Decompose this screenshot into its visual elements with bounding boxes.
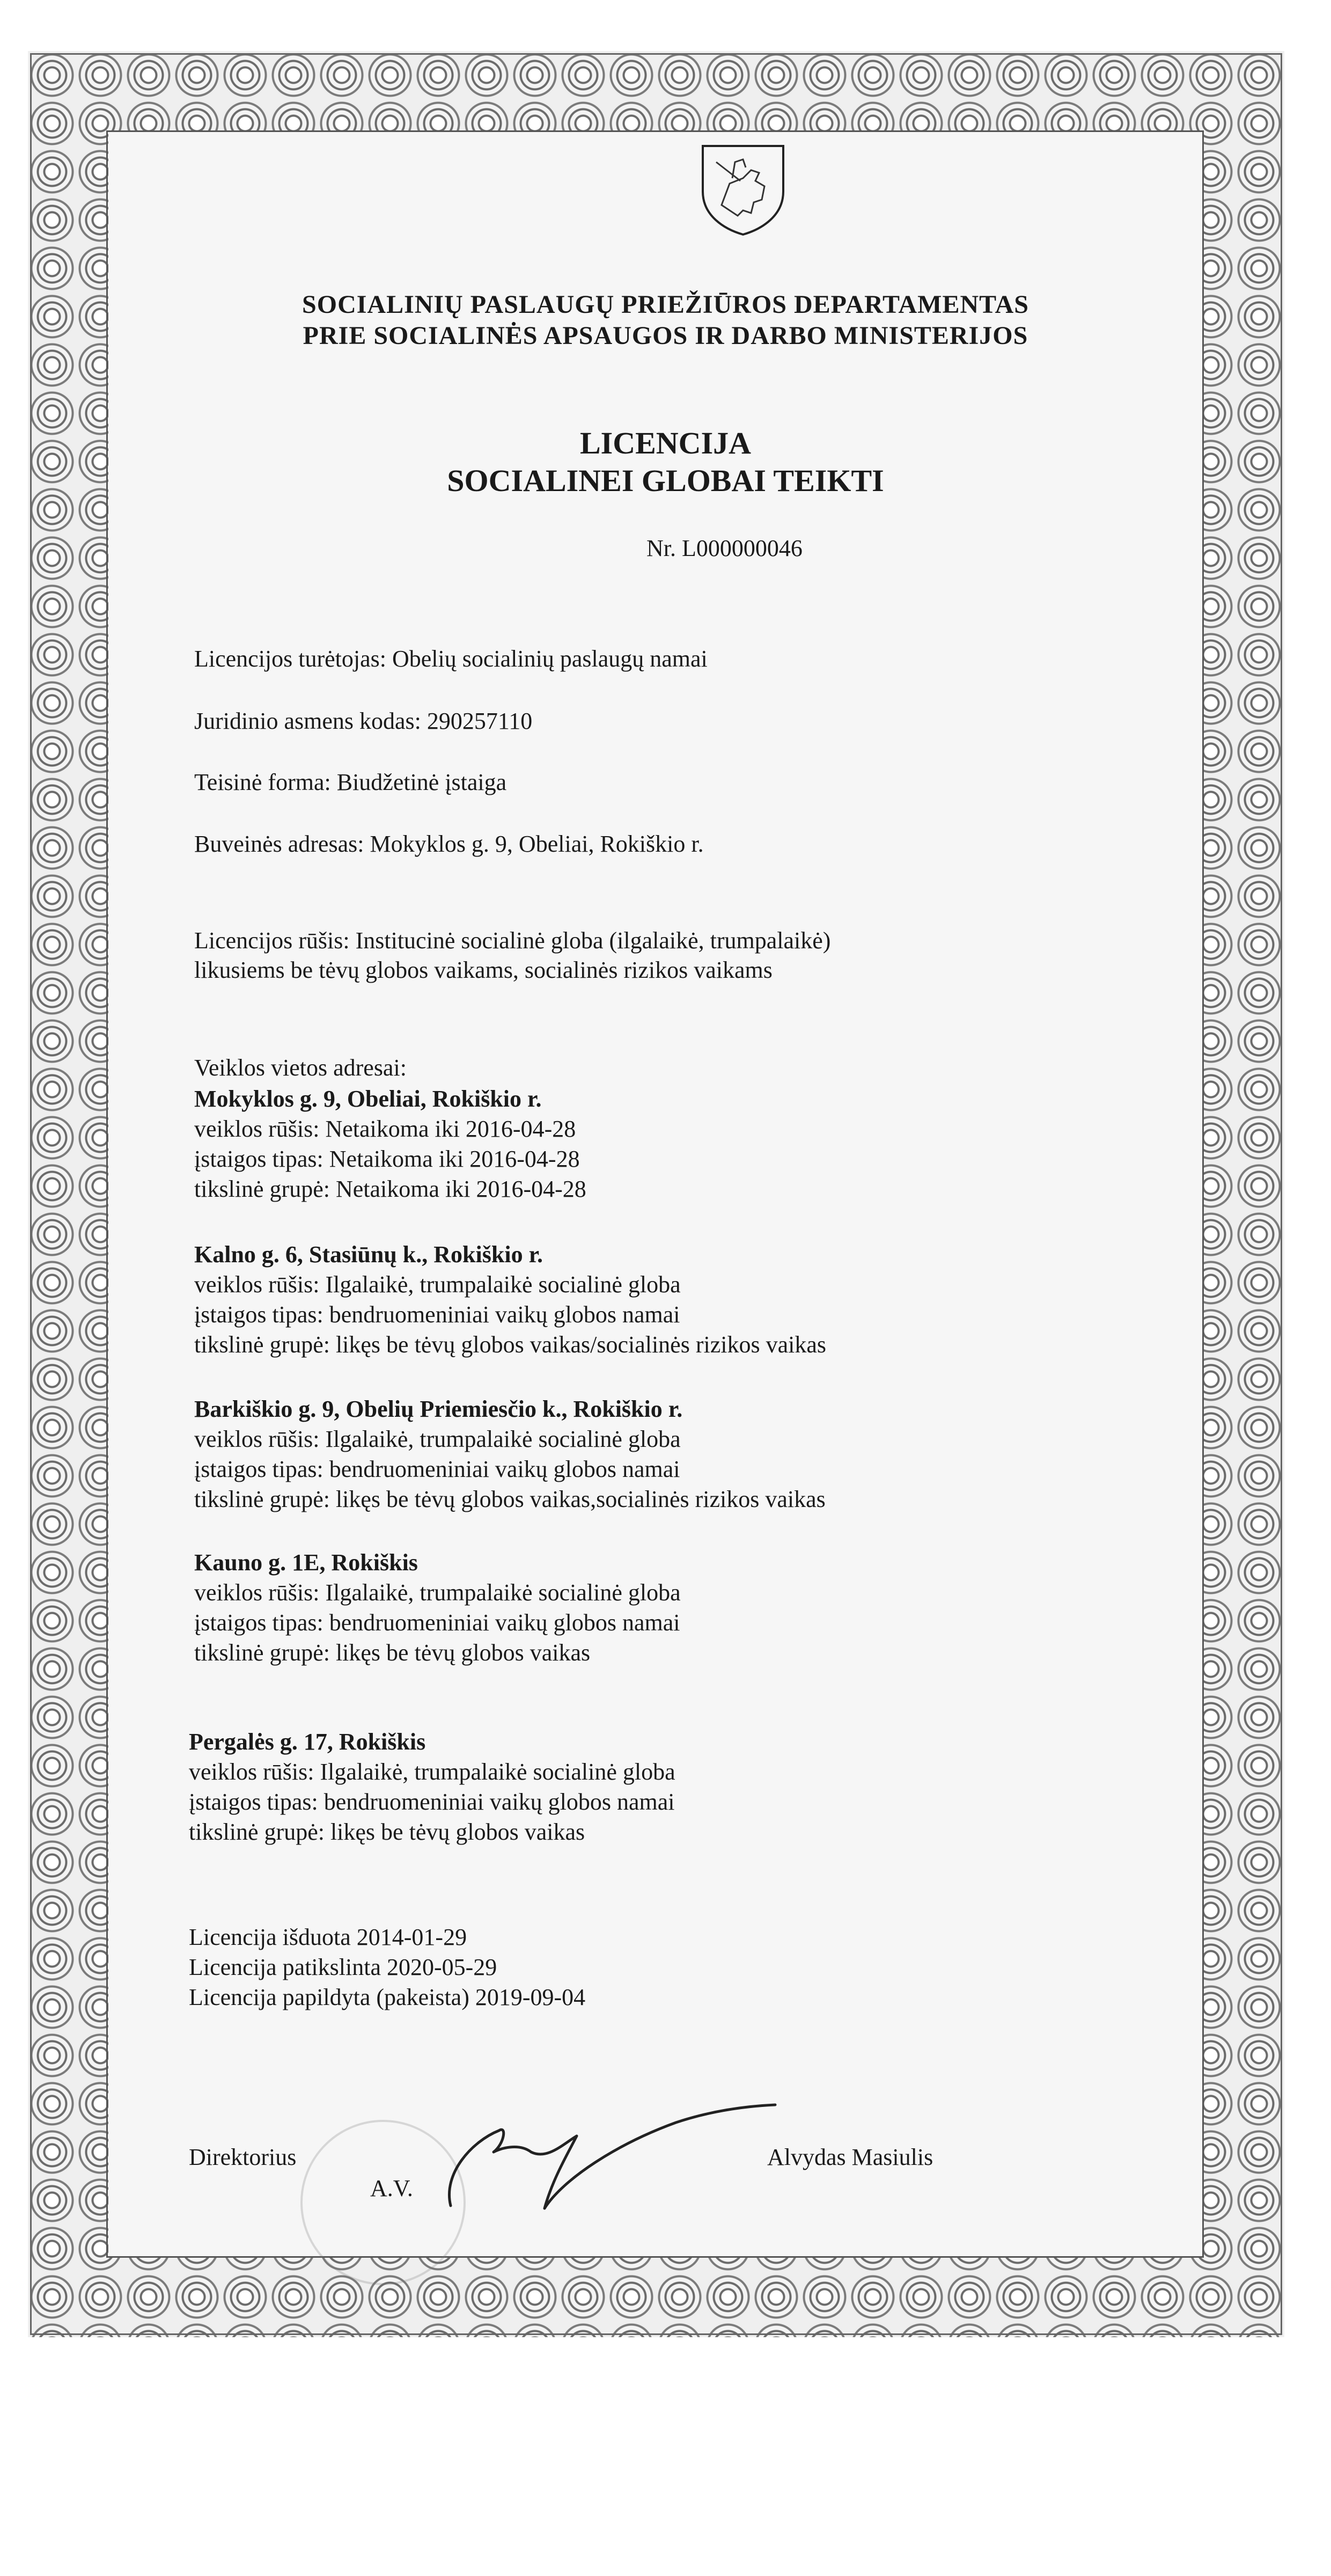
- date-amended: Licencija papildyta (pakeista) 2019-09-04: [189, 1984, 586, 2010]
- location-address: Kauno g. 1E, Rokiškis: [194, 1549, 418, 1576]
- location-type: įstaigos tipas: Netaikoma iki 2016-04-28: [194, 1146, 580, 1172]
- location-address: Pergalės g. 17, Rokiškis: [189, 1729, 426, 1755]
- location-type: įstaigos tipas: bendruomeniniai vaikų globos namai: [194, 1456, 680, 1482]
- date-issued: Licencija išduota 2014-01-29: [189, 1924, 467, 1950]
- signatory-position: Direktorius: [189, 2144, 297, 2170]
- header-line-2: PRIE SOCIALINĖS APSAUGOS IR DARBO MINISTERIJOS: [303, 321, 1028, 350]
- location-group: tikslinė grupė: Netaikoma iki 2016-04-28: [194, 1176, 586, 1202]
- location-group: tikslinė grupė: likęs be tėvų globos vaikas: [194, 1640, 591, 1666]
- license-type-line-1: Licencijos rūšis: Institucinė socialinė globa (ilgalaikė, trumpalaikė): [194, 927, 831, 954]
- location-block: [194, 1084, 586, 1204]
- location-activity: veiklos rūšis: Ilgalaikė, trumpalaikė socialinė globa: [194, 1271, 681, 1298]
- location-activity: veiklos rūšis: Ilgalaikė, trumpalaikė socialinė globa: [194, 1579, 681, 1606]
- location-type: įstaigos tipas: bendruomeniniai vaikų globos namai: [194, 1301, 680, 1328]
- holder-form: Teisinė forma: Biudžetinė įstaiga: [194, 769, 507, 795]
- coat-of-arms-icon: [692, 141, 794, 237]
- title-line-1: LICENCIJA: [579, 426, 752, 460]
- date-clarified: Licencija patikslinta 2020-05-29: [189, 1954, 497, 1980]
- holder-address: Buveinės adresas: Mokyklos g. 9, Obeliai, Rokiškio r.: [194, 831, 704, 857]
- signature-image: [440, 2093, 783, 2222]
- location-block: [194, 1394, 826, 1514]
- location-address: Kalno g. 6, Stasiūnų k., Rokiškio r.: [194, 1241, 543, 1268]
- holder-owner: Licencijos turėtojas: Obelių socialinių paslaugų namai: [194, 646, 708, 672]
- location-activity: veiklos rūšis: Netaikoma iki 2016-04-28: [194, 1116, 576, 1142]
- location-activity: veiklos rūšis: Ilgalaikė, trumpalaikė socialinė globa: [194, 1426, 681, 1452]
- license-type-line-2: likusiems be tėvų globos vaikams, socialinės rizikos vaikams: [194, 957, 773, 983]
- location-group: tikslinė grupė: likęs be tėvų globos vaikas: [189, 1819, 585, 1845]
- license-number: Nr. L000000046: [646, 535, 803, 561]
- location-address: Barkiškio g. 9, Obelių Priemiesčio k., Rokiškio r.: [194, 1396, 683, 1422]
- title-line-2: SOCIALINEI GLOBAI TEIKTI: [447, 463, 884, 498]
- location-group: tikslinė grupė: likęs be tėvų globos vaikas/socialinės rizikos vaikas: [194, 1331, 826, 1358]
- seal-mark: A.V.: [370, 2175, 413, 2201]
- location-activity: veiklos rūšis: Ilgalaikė, trumpalaikė socialinė globa: [189, 1759, 675, 1785]
- location-block: [189, 1727, 675, 1847]
- locations-heading: Veiklos vietos adresai:: [194, 1055, 407, 1081]
- location-type: įstaigos tipas: bendruomeniniai vaikų globos namai: [189, 1789, 675, 1815]
- location-block: [194, 1240, 826, 1360]
- holder-code: Juridinio asmens kodas: 290257110: [194, 708, 533, 734]
- location-group: tikslinė grupė: likęs be tėvų globos vaikas,socialinės rizikos vaikas: [194, 1486, 826, 1512]
- location-address: Mokyklos g. 9, Obeliai, Rokiškio r.: [194, 1086, 542, 1112]
- header-line-1: SOCIALINIŲ PASLAUGŲ PRIEŽIŪROS DEPARTAMENTAS: [302, 290, 1029, 319]
- signatory-name: Alvydas Masiulis: [767, 2144, 933, 2170]
- location-type: įstaigos tipas: bendruomeniniai vaikų globos namai: [194, 1609, 680, 1636]
- location-block: [194, 1548, 681, 1668]
